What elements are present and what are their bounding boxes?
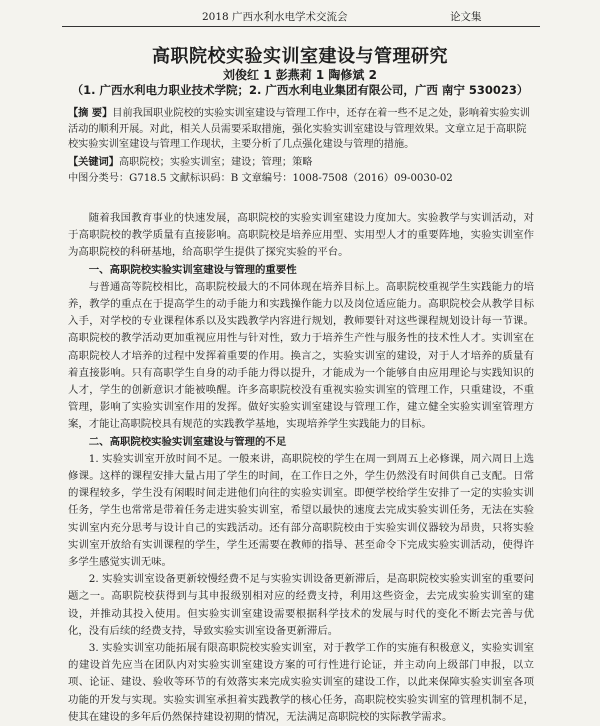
abstract-text: 目前我国职业院校的实验实训室建设与管理工作中，还存在着一些不足之处，影响着实验实训活动的顺利开展。对此，相关人员需要采取措施，强化实验实训室建设与管理效果。文章立足于高职院校实验实训室建设与管理工作现状，主要分析了几点强化建设与管理的措施。 (68, 108, 530, 151)
section1-paragraph-1: 与普通高等院校相比，高职院校最大的不同体现在培养目标上。高职院校重视学生实践能力的培养，教学的重点在于提高学生的动手能力和实践操作能力以及岗位适应能力。高职院校会从教学目标入手，对学校的专业课程体系以及实践教学内容进行规划，教师要针对这些课程规划设计每一节课。高职院校的教学活动更加重视应用性与针对性，致力于培养生产性与服务性的技术性人才。实训室在高职院校人才培养的过程中发挥着重要的作用。换言之，实验实训室的建设，对于人才培养的质量有着直接影响。只有高职学生自身的动手能力得以提升，才能成为一个能够自由应用理论与实践知识的人才，学生的创新意识才能被唤醒。许多高职院校没有重视实验实训室的管理工作，只重建设，不重管理，影响了实验实训室作用的发挥。做好实验实训室建设与管理工作，建立健全实验实训室管理方案，才能让高职院校具有规范的实践教学基地，实现培养学生实践能力的目标。 (68, 280, 534, 431)
paper-affiliations: （1. 广西水利电力职业技术学院；2. 广西水利电业集团有限公司，广西 南宁 530023） (71, 83, 529, 97)
abstract-block (68, 106, 534, 153)
section-heading-1: 一、高职院校实验实训室建设与管理的重要性 (88, 263, 297, 276)
paper-title: 高职院校实验实训室建设与管理研究 (152, 46, 448, 67)
keywords-label: 【关键词】 (68, 156, 119, 168)
section2-paragraph-1: 1. 实验实训室开放时间不足。一般来讲，高职院校的学生在周一到周五上必修课，周六周日上选修课。这样的课程安排大量占用了学生的时间，在工作日之外，学生仍然没有时间供自己支配。日常的课程较多，学生没有闲暇时间走进他们向往的实验实训室。即便学校给学生安排了一定的实验实训任务，学生也常常是带着任务走进实验实训室，希望以最快的速度去完成实验实训任务，无法在实验实训室内充分思考与设计自己的实践活动。还有部分高职院校由于实验实训仪器较为昂贵，只将实验实训室开放给有实训课程的学生，学生还需要在教师的指导、甚至命令下完成实验实训活动，使得许多学生感觉实训无味。 (68, 452, 534, 569)
keywords-text: 高职院校；实验实训室；建设；管理；策略 (118, 157, 313, 168)
running-header (62, 6, 540, 27)
section2-paragraph-3: 3. 实验实训室功能拓展有限高职院校实验实训室，对于教学工作的实施有积极意义，实验实训室的建设首先应当在团队内对实验实训室建设方案的可行性进行论证，并主动向上级部门申报，以立项、论证、建设、验收等环节的有效落实来完成实验实训室的建设工作，以此来保障实验实训室各项功能的开发与实现。实验实训室承担着实践教学的核心任务，高职院校实验实训室的管理机制不足，使其在建设的多年后仍然保持建设初期的情况，无法满足高职院校的实际教学需求。 (68, 642, 534, 723)
keywords-block (68, 155, 534, 171)
conference-name: 2018 广西水利水电学术交流会 (202, 11, 348, 23)
section-heading-2: 二、高职院校实验实训室建设与管理的不足 (88, 435, 287, 448)
classification-line: 中图分类号：G718.5 文献标识码：B 文章编号：1008-7508（2016）09-0030-02 (68, 173, 453, 184)
section2-paragraph-2: 2. 实验实训室设备更新较慢经费不足与实验实训设备更新滞后，是高职院校实验实训室的重要问题之一。高职院校获得到与其申报级别相对应的经费支持，利用这些资金，去完成实验实训室的建设，并推动其投入使用。但实验实训室建设需要根据科学技术的发展与时代的变化不断去完善与优化，没有后续的经费支持，导致实验实训室设备更新滞后。 (68, 573, 534, 637)
section-label: 论文集 (450, 11, 482, 23)
paper-authors: 刘俊红 1 彭燕莉 1 陶修斌 2 (223, 68, 377, 82)
body-text (68, 210, 534, 726)
abstract-label: 【摘 要】 (68, 107, 113, 119)
intro-paragraph: 随着我国教育事业的快速发展，高职院校的实验实训室建设力度加大。实验教学与实训活动，对于高职院校的教学质量有直接影响。高职院校是培养应用型、实用型人才的重要阵地，实验实训室作为高职院校的科研基地，给高职学生提供了探究实验的平台。 (68, 212, 534, 259)
